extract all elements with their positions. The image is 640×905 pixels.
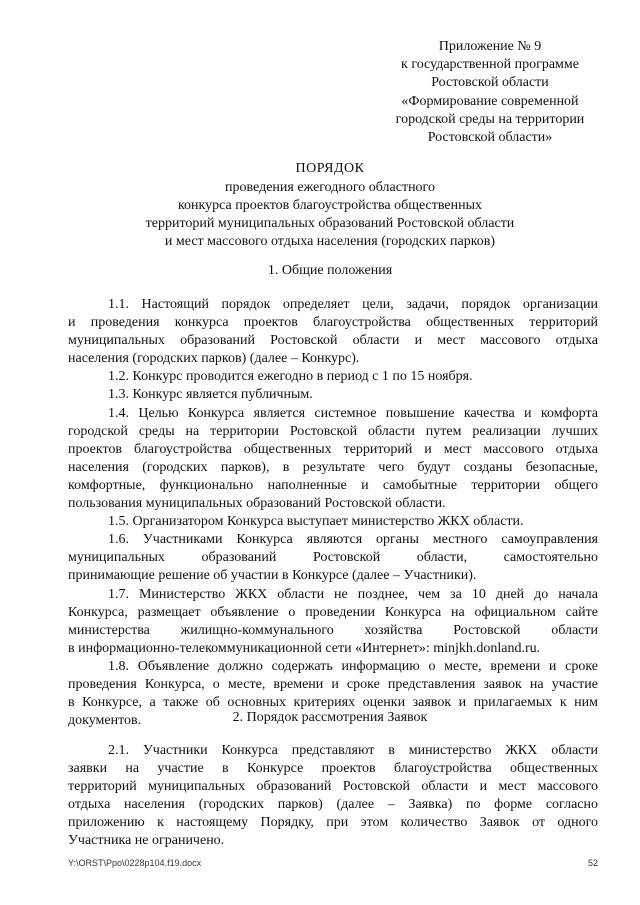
text-line: приложению к настоящему Порядку, при этом количество Заявок от одного xyxy=(68,815,598,831)
text-line: проектов благоустройства общественных территорий и мест массового отдыха xyxy=(68,441,598,457)
text-line: проведения Конкурса, о месте, времени и сроке представления заявок на участие xyxy=(68,676,598,692)
text-line: в Конкурсе, а также об основных критериях оценки заявок и прилагаемых к ним xyxy=(68,695,598,711)
text-line: 1.5. Организатором Конкурса выступает министерство ЖКХ области. xyxy=(108,514,524,530)
paragraph-2-1 xyxy=(68,742,598,851)
paragraph-1-7 xyxy=(68,586,598,658)
file-path: Y:\ORST\Ppo\0228p104.f19.docx xyxy=(68,858,202,868)
text-line: и проведения конкурса проектов благоустройства общественных территорий xyxy=(68,315,598,331)
document-title xyxy=(60,160,600,251)
text-line: муниципальных образований Ростовской области и мест массового отдыха xyxy=(68,333,598,349)
section-2-body xyxy=(68,742,598,851)
text-line: отдыха населения (городских парков) (далее – Заявка) по форме согласно xyxy=(68,797,598,813)
section-1-heading: 1. Общие положения xyxy=(267,263,393,278)
section-1-body xyxy=(68,296,598,730)
paragraph-1-4 xyxy=(68,405,598,514)
title-line: территорий муниципальных образований Ростовской области xyxy=(145,216,515,231)
title-line: и мест массового отдыха населения (городских парков) xyxy=(164,234,496,249)
title-heading: ПОРЯДОК xyxy=(295,161,365,176)
appendix-caption xyxy=(370,38,610,147)
text-line: заявки на участие в Конкурсе проектов благоустройства общественных xyxy=(68,761,598,777)
text-line: комфортные, функционально наполненные и самобытные территории общего xyxy=(68,477,598,493)
text-line: в информационно-телекоммуникационной сети «Интернет»: minjkh.donland.ru. xyxy=(68,640,541,656)
text-line: 1.4. Целью Конкурса является системное повышение качества и комфорта xyxy=(108,405,598,421)
text-line: населения (городских парков) (далее – Конкурс). xyxy=(68,351,360,367)
text-line: Конкурса, размещает объявление о проведении Конкурса на официальном сайте xyxy=(68,604,598,620)
section-2-heading: 2. Порядок рассмотрения Заявок xyxy=(232,710,428,725)
paragraph-1-2 xyxy=(68,368,598,386)
text-line: 1.7. Министерство ЖКХ области не позднее, чем за 10 дней до начала xyxy=(108,586,598,602)
title-line: конкурса проектов благоустройства общественных xyxy=(177,198,483,213)
text-line: документов. xyxy=(68,713,142,729)
paragraph-1-3 xyxy=(68,386,598,404)
paragraph-1-6 xyxy=(68,531,598,585)
appendix-line: Ростовской области xyxy=(431,75,549,91)
text-line: населения (городских парков), в результате чего будут созданы безопасные, xyxy=(68,459,598,475)
paragraph-1-1 xyxy=(68,296,598,368)
text-line: Участника не ограничено. xyxy=(68,833,225,849)
page-footer xyxy=(68,858,598,872)
appendix-line: городской среды на территории xyxy=(395,111,585,127)
paragraph-1-5 xyxy=(68,513,598,531)
appendix-line: к государственной программе xyxy=(401,57,579,73)
text-line: 1.6. Участниками Конкурса являются органы местного самоуправления xyxy=(108,532,598,548)
text-line: принимающие решение об участии в Конкурсе (далее – Участники). xyxy=(68,568,477,584)
title-line: проведения ежегодного областного xyxy=(225,180,435,195)
text-line: городской среды на территории Ростовской области путем реализации лучших xyxy=(68,423,598,439)
text-line: 1.8. Объявление должно содержать информацию о месте, времени и сроке xyxy=(108,658,598,674)
text-line: муниципальных образований Ростовской области, самостоятельно xyxy=(68,550,598,566)
text-line: 1.1. Настоящий порядок определяет цели, задачи, порядок организации xyxy=(108,297,598,312)
text-line: 1.2. Конкурс проводится ежегодно в период с 1 по 15 ноября. xyxy=(108,369,473,385)
appendix-line: «Формирование современной xyxy=(401,93,579,109)
appendix-line: Ростовской области» xyxy=(427,130,553,146)
text-line: 1.3. Конкурс является публичным. xyxy=(108,387,313,403)
text-line: 2.1. Участники Конкурса представляют в министерство ЖКХ области xyxy=(108,743,598,758)
appendix-line: Приложение № 9 xyxy=(438,39,542,54)
text-line: территорий муниципальных образований Ростовской области и мест массового xyxy=(68,779,598,795)
text-line: министерства жилищно-коммунального хозяйства Ростовской области xyxy=(68,622,598,638)
page-number: 52 xyxy=(587,858,598,868)
text-line: пользования муниципальных образований Ростовской области. xyxy=(68,496,446,512)
